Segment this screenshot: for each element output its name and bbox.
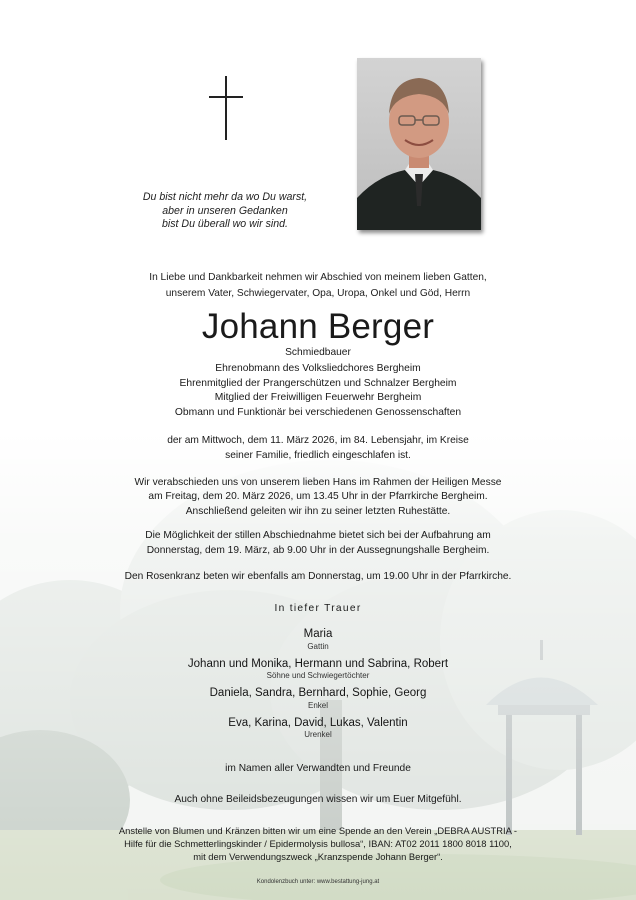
honor-item: Ehrenmitglied der Prangerschützen und Schnalzer Bergheim [179, 377, 457, 389]
quote-line: aber in unseren Gedanken [162, 204, 288, 217]
memorial-quote [120, 191, 330, 232]
deceased-name: Johann Berger [201, 307, 435, 346]
intro-text [0, 270, 636, 301]
family-relation: Enkel [307, 700, 328, 710]
mourning-heading: In tiefer Trauer [274, 603, 362, 614]
family-relation: Gattin [307, 641, 329, 651]
deceased-nickname: Schmiedbauer [285, 347, 351, 358]
viewing-line: Die Möglichkeit der stillen Abschiednahme bietet sich bei der Aufbahrung am [145, 530, 491, 541]
relatives-line: im Namen aller Verwandten und Freunde [225, 763, 411, 774]
family-names: Maria [303, 628, 333, 640]
intro-line: unserem Vater, Schwiegervater, Opa, Uropa, Onkel und Göd, Herrn [165, 287, 471, 299]
thanks-line: Auch ohne Beileidsbezeugungen wissen wir um Euer Mitgefühl. [174, 794, 462, 805]
honors-list [0, 362, 636, 420]
family-relation: Urenkel [304, 730, 332, 739]
funeral-mass-info [0, 476, 636, 519]
viewing-line: Donnerstag, dem 19. März, ab 9.00 Uhr in der Aussegnungshalle Bergheim. [146, 544, 490, 556]
portrait-photo [357, 58, 481, 230]
honor-item: Ehrenobmann des Volksliedchores Bergheim [215, 363, 421, 374]
mass-line: Wir verabschieden uns von unserem lieben Hans im Rahmen der Heiligen Messe [134, 477, 502, 488]
honor-item: Obmann und Funktionär bei verschiedenen Genossenschaften [174, 406, 462, 418]
cross-icon [209, 76, 243, 140]
death-notice [0, 434, 636, 463]
intro-line: In Liebe und Dankbarkeit nehmen wir Abschied von meinem lieben Gatten, [149, 272, 487, 283]
family-list [0, 627, 636, 745]
death-line: der am Mittwoch, dem 11. März 2026, im 84. Lebensjahr, im Kreise [167, 435, 469, 446]
mass-line: Anschließend geleiten wir ihn zu seiner letzten Ruhestätte. [185, 505, 451, 517]
family-group [0, 686, 636, 711]
family-names: Daniela, Sandra, Bernhard, Sophie, Georg [209, 687, 427, 699]
quote-line: bist Du überall wo wir sind. [162, 218, 288, 231]
condolence-book-link[interactable]: Kondolenzbuch unter: www.bestattung-jung.at [256, 879, 380, 885]
mass-line: am Freitag, dem 20. März 2026, um 13.45 Uhr in der Pfarrkirche Bergheim. [148, 491, 488, 503]
death-line: seiner Familie, friedlich eingeschlafen ist. [225, 449, 411, 461]
donation-line: mit dem Verwendungszweck „Kranzspende Johann Berger“. [193, 851, 443, 862]
family-names: Eva, Karina, David, Lukas, Valentin [228, 716, 408, 729]
donation-line: Anstelle von Blumen und Kränzen bitten wir um eine Spende an den Verein „DEBRA AUSTRIA - [118, 825, 518, 836]
family-group [0, 716, 636, 741]
family-group [0, 657, 636, 682]
family-relation: Söhne und Schwiegertöchter [266, 671, 370, 680]
donation-request [0, 824, 636, 863]
viewing-info [0, 529, 636, 558]
family-group [0, 627, 636, 652]
honor-item: Mitglied der Freiwilligen Feuerwehr Bergheim [214, 392, 422, 404]
donation-line: Hilfe für die Schmetterlingskinder / Epidermolysis bullosa“, IBAN: AT02 2011 1800 8018 1100, [124, 838, 512, 849]
rosary-info: Den Rosenkranz beten wir ebenfalls am Donnerstag, um 19.00 Uhr in der Pfarrkirche. [124, 571, 512, 582]
quote-line: Du bist nicht mehr da wo Du warst, [142, 191, 308, 203]
family-names: Johann und Monika, Hermann und Sabrina, Robert [187, 657, 449, 670]
